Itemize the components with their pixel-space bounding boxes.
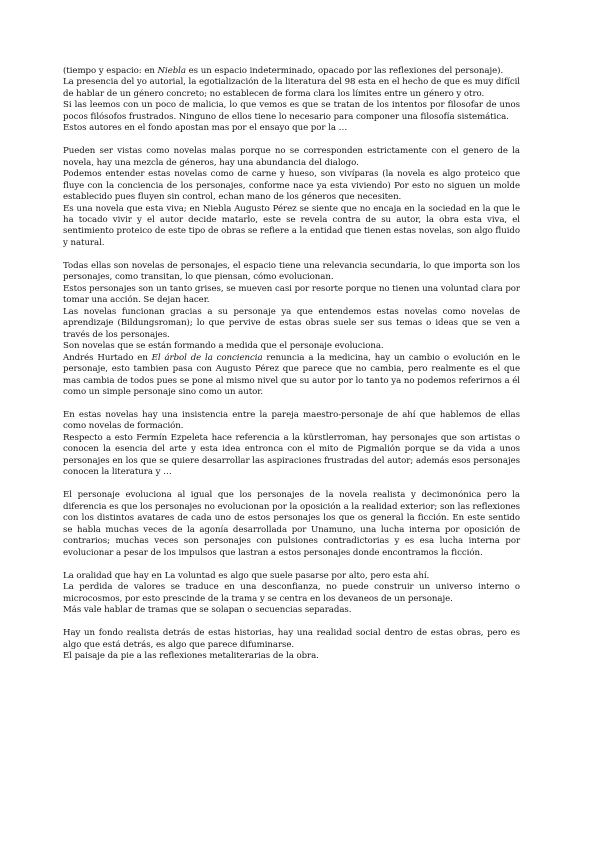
paragraph [63,571,520,582]
text-run: renuncia a la medicina, hay un cambio o evolución en le personaje, esto tambien pasa con Augusto Pérez que parece que no cambia, pero realmente es el que mas cambia de todos pues se pone al mismo nivel que su autor por lo tanto ya no podemos referirnos a él como un simple personaje sino como un autor. [63,352,520,397]
paragraph-gap [63,249,520,261]
paragraph [63,651,520,662]
paragraph [63,341,520,352]
paragraph-gap [63,479,520,491]
paragraph [63,490,520,559]
paragraph [63,169,520,203]
text-block [63,146,520,249]
paragraph [63,100,520,123]
text-block [63,66,520,135]
text-run: Más vale hablar de tramas que se solapan o secuencias separadas. [63,605,352,615]
text-block [63,261,520,398]
paragraph-gap [63,559,520,571]
paragraph [63,307,520,341]
text-run: es un espacio indeterminado, opacado por las reflexiones del personaje). [185,66,504,76]
paragraph [63,433,520,479]
text-run: Respecto a esto Fermín Ezpeleta hace referencia a la kürstlerroman, hay personajes que son artistas o conocen la esencia del arte y esta idea entronca con el mito de Pigmalión porque se da vida a unos personajes en los que se quiere desarrollar las aspiraciones frustradas del autor; además esos personajes conocen la literatura y … [63,432,520,478]
text-run: La perdida de valores se traduce en una desconfianza, no puede construir un universo interno o microcosmos, por esto prescinde de la trama y se centra en los devaneos de un personaje. [63,582,520,604]
paragraph [63,605,520,616]
text-run: Las novelas funcionan gracias a su personaje ya que entendemos estas novelas como novelas de aprendizaje (Bildungsroman); lo que pervive de estas obras suele ser sus temas o ideas que se ven a través de los personajes. [63,306,520,340]
paragraph [63,123,520,134]
text-block [63,410,520,479]
paragraph [63,582,520,605]
text-block [63,490,520,559]
paragraph [63,204,520,250]
text-block [63,571,520,617]
text-run: Estos personajes son un tanto grises, se mueven casi por resorte porque no tienen una voluntad clara por tomar una acción. Se dejan hacer. [63,283,520,306]
paragraph-gap [63,135,520,147]
text-block [63,628,520,662]
paragraph [63,410,520,433]
text-run: La oralidad que hay en La voluntad es algo que suele pasarse por alto, pero esta ahí. [63,570,430,581]
text-run: Podemos entender estas novelas como de carne y hueso, son vivíparas (la novela es algo proteico que fluye con la conciencia de los personajes, conforme nace ya esta viviendo) Por esto no siguen un molde establecido pues fluyen sin control, echan mano de los géneros que necesiten. [63,169,520,203]
text-run: Todas ellas son novelas de personajes, el espacio tiene una relevancia secundaria, lo que importa son los personajes, como transitan, lo que piensan, cómo evolucionan. [63,260,520,283]
text-run: Son novelas que se están formando a medida que el personaje evoluciona. [63,341,384,352]
paragraph [63,628,520,651]
paragraph [63,66,520,77]
text-run: (tiempo y espacio: en [63,66,158,76]
paragraph [63,146,520,169]
paragraph-gap [63,616,520,628]
italic-title: El árbol de la conciencia [151,352,263,363]
text-run: Andrés Hurtado en [63,352,152,363]
paragraph [63,261,520,284]
paragraph [63,353,520,399]
italic-title: Niebla [157,66,186,76]
text-run: Estos autores en el fondo apostan mas por el ensayo que por la … [63,123,348,134]
text-run: Hay un fondo realista detrás de estas historias, hay una realidad social dentro de estas obras, pero es algo que está detrás, es algo que parece difuminarse. [63,628,520,650]
text-run: La presencia del yo autorial, la egotialización de la literatura del 98 esta en el hecho de que es muy difícil de hablar de un género concreto; no establecen de forma clara los límites entre un género y otro. [63,77,520,99]
paragraph-gap [63,398,520,410]
text-run: Pueden ser vistas como novelas malas porque no se corresponden estrictamente con el genero de la novela, hay una mezcla de géneros, hay una abundancia del dialogo. [63,146,520,168]
text-run: Si las leemos con un poco de malicia, lo que vemos es que se tratan de los intentos por filosofar de unos pocos filósofos frustrados. Ninguno de ellos tiene lo necesario para componer una filosofía sistemática. [63,100,520,122]
document-page [63,66,520,662]
text-run: Es una novela que esta viva; en Niebla Augusto Pérez se siente que no encaja en la sociedad en la que le ha tocado vivir y el autor decide matarlo, este se revela contra de su autor, la obra esta viva, el sentimiento proteico de este tipo de obras se refiere a la entidad que tienen estas novelas, son algo fluido y natural. [63,203,520,248]
text-run: En estas novelas hay una insistencia entre la pareja maestro-personaje de ahí que hablemos de ellas como novelas de formación. [63,410,520,432]
paragraph [63,77,520,100]
text-run: El personaje evoluciona al igual que los personajes de la novela realista y decimonónica pero la diferencia es que los personajes no evolucionan por la oposición a la realidad exterior; son las reflexiones con los distintos avatares de cada uno de estos personajes los que os general la ficción. En este sentido se habla muchas veces de la agonía desarrollada por Unamuno, una lucha interna por oposición de contrarios; muchas veces son personajes con pulsiones contradictorias y es esa lucha interna por evolucionar a pesar de los impulsos que lastran a estos personajes donde encontramos la ficción. [63,490,520,558]
text-run: El paisaje da pie a las reflexiones metaliterarias de la obra. [63,650,319,661]
paragraph [63,284,520,307]
